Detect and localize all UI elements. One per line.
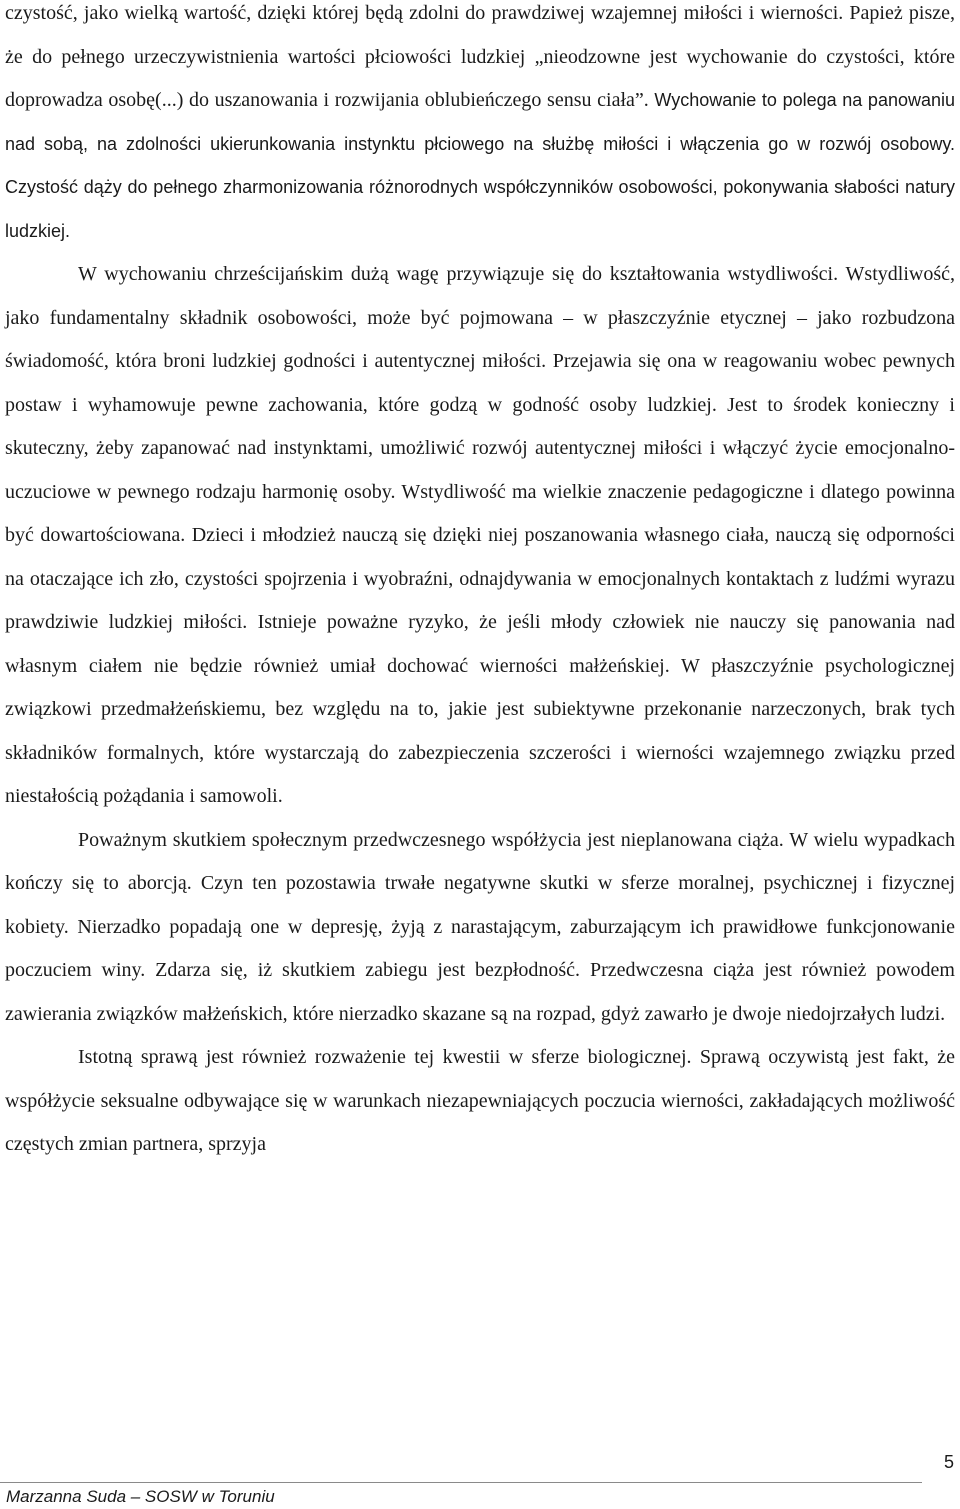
paragraph-3 <box>5 819 955 1037</box>
footer-author: Marzanna Suda – SOSW w Toruniu <box>6 1487 275 1506</box>
paragraph-1 <box>5 0 955 253</box>
body-text <box>5 0 955 1167</box>
footer-divider <box>0 1482 922 1483</box>
text-run: czystość, jako wielką wartość, dzięki której będą zdolni do prawdziwej wzajemnej miłości i wierności. Papież pisze, że do pełnego urzeczywistnienia wartości płciowości ludzkiej „nieodzowne jest wychowanie do czystości, które doprowadza osobę(...) do uszanowania i rozwijania oblubieńczego sensu ciała”. <box>5 2 955 111</box>
page-number: 5 <box>943 1452 954 1472</box>
text-run: Poważnym skutkiem społecznym przedwczesnego współżycia jest nieplanowana ciąża. W wielu wypadkach kończy się to aborcją. Czyn ten pozostawia trwałe negatywne skutki w sferze moralnej, psychicznej i fizycznej kobiety. Nierzadko popadają one w depresję, żyją z narastającym, zaburzającym ich prawidłowe funkcjonowanie poczuciem winy. Zdarza się, iż skutkiem zabiegu jest bezpłodność. Przedwczesna ciąża jest również powodem zawierania związków małżeńskich, które nierzadko skazane są na rozpad, gdyż zawarło je dwoje niedojrzałych ludzi. <box>5 828 955 1025</box>
text-run: Istotną sprawą jest również rozważenie tej kwestii w sferze biologicznej. Sprawą oczywistą jest fakt, że współżycie seksualne odbywające się w warunkach niezapewniających poczucia wierności, zakładających możliwość częstych zmian partnera, sprzyja <box>5 1046 955 1155</box>
text-run: W wychowaniu chrześcijańskim dużą wagę przywiązuje się do kształtowania wstydliwości. Wstydliwość, jako fundamentalny składnik osobowości, może być pojmowana – w płaszczyźnie etycznej – jako rozbudzona świadomość, która broni ludzkiej godności i autentycznej miłości. Przejawia się ona w reagowaniu wobec pewnych postaw i wyhamowuje pewne zachowania, które godzą w godność osoby ludzkiej. Jest to środek konieczny i skuteczny, żeby zapanować nad instynktami, umożliwić rozwój autentycznej miłości i włączyć życie emocjonalno-uczuciowe w pewnego rodzaju harmonię osoby. Wstydliwość ma wielkie znaczenie pedagogiczne i dlatego powinna być dowartościowana. Dzieci i młodzież nauczą się dzięki niej poszanowania własnego ciała, nauczą się odporności na otaczające ich zło, czystości spojrzenia i wyobraźni, odnajdywania w emocjonalnych kontaktach z ludźmi wyrazu prawdziwie ludzkiej miłości. Istnieje poważne ryzyko, że jeśli młody człowiek nie nauczy się panowania nad własnym ciałem nie będzie również umiał dochować wierności małżeńskiej. W płaszczyźnie psychologicznej związkowi przedmałżeńskiemu, bez względu na to, jakie jest subiektywne przekonanie narzeczonych, brak tych składników formalnych, które wystarczają do zabezpieczenia szczerości i wierności wzajemnego związku przed niestałością pożądania i samowoli. <box>5 263 955 807</box>
paragraph-2 <box>5 253 955 819</box>
paragraph-4 <box>5 1036 955 1167</box>
text-run: Wychowanie to polega na panowaniu nad sobą, na zdolności ukierunkowania instynktu płciowego na służbę miłości i włączenia go w rozwój osobowy. Czystość dąży do pełnego zharmonizowania różnorodnych współczynników osobowości, pokonywania słabości natury ludzkiej. <box>5 90 956 241</box>
